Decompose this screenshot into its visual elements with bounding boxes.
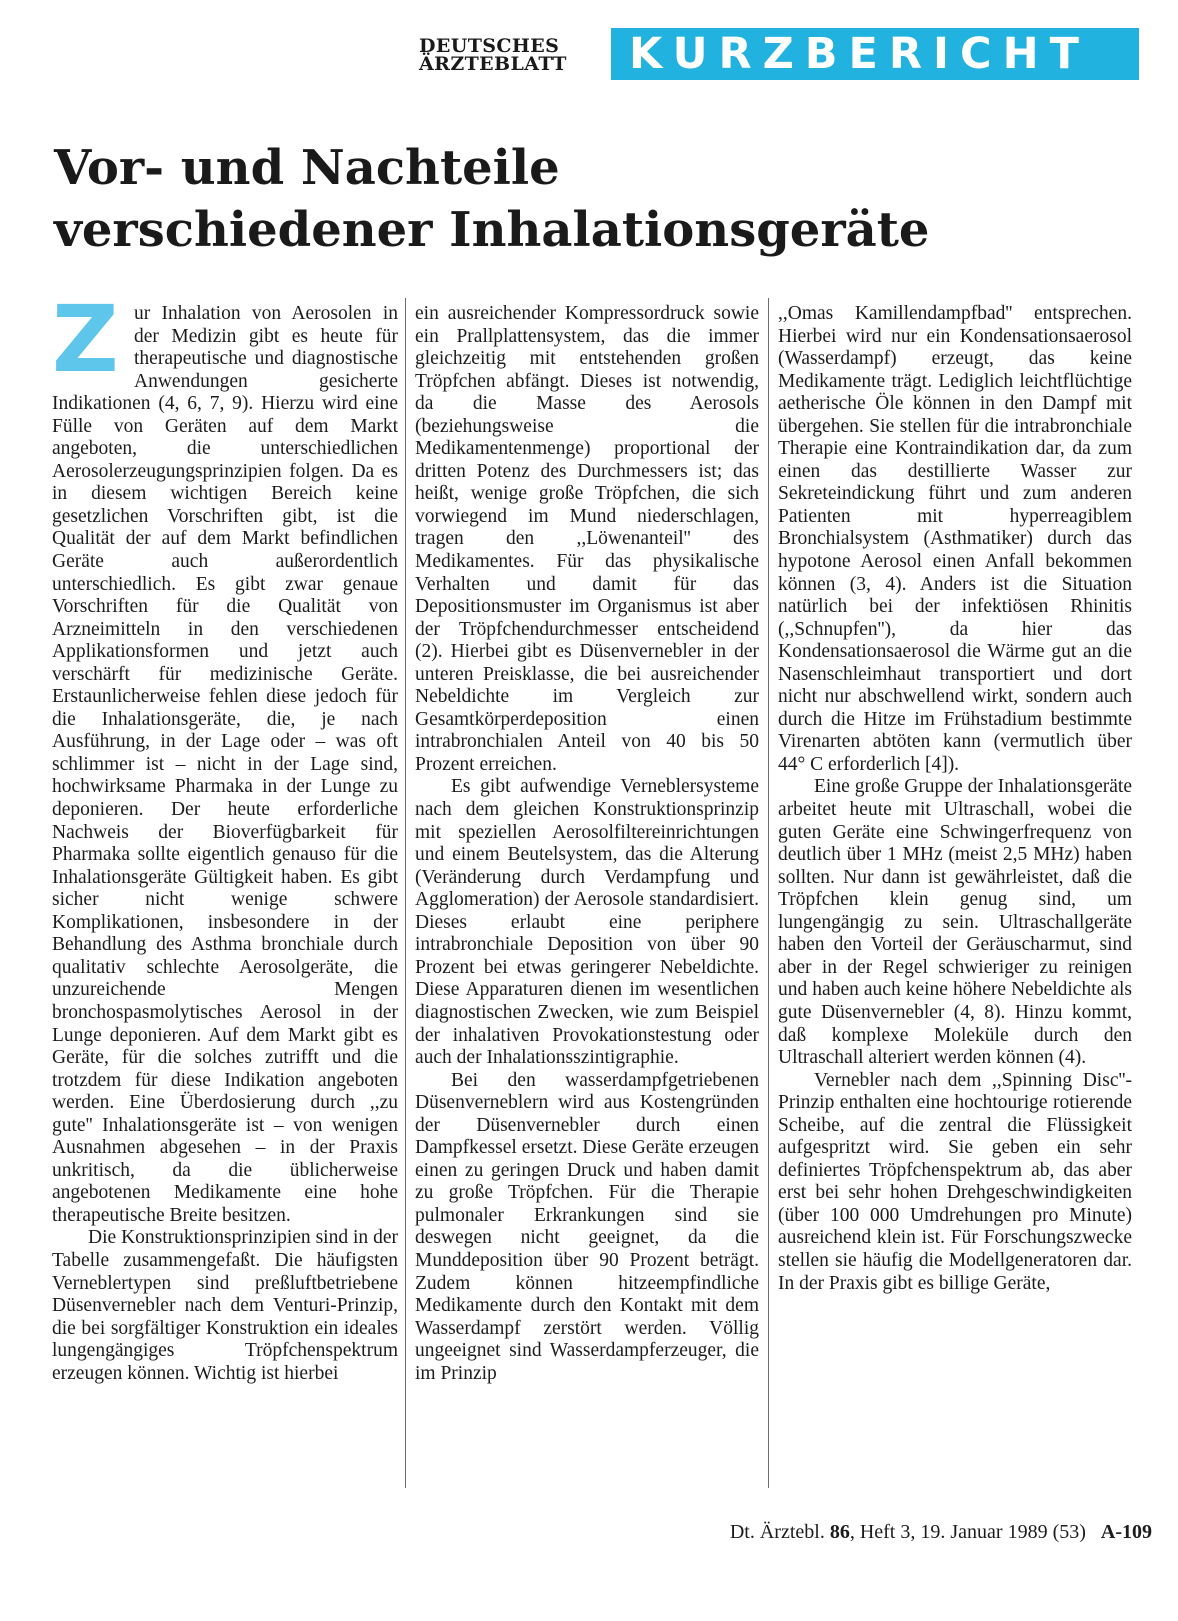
citation-issue: , Heft 3, 19. Januar 1989 (53) bbox=[849, 1521, 1086, 1543]
paragraph: Bei den wasserdampfgetriebenen Düsenverneblern wird aus Kostengründen der Düsenvernebler durch einen Dampfkessel ersetzt. Diese Geräte erzeugen einen zu geringen Druck und haben damit zu große Tröpfchen. Für die Therapie pulmonaler Erkrankungen sind sie deswegen nicht geeignet, da die Munddeposition über 90 Prozent beträgt. Zudem können hitzeempfindliche Medikamente durch den Kontakt mit dem Wasserdampf zerstört werden. Völlig ungeeignet sind Wasserdampferzeuger, die im Prinzip bbox=[415, 1069, 759, 1384]
citation-journal: Dt. Ärztebl. bbox=[729, 1521, 825, 1543]
page-footer bbox=[612, 1520, 1152, 1544]
journal-name-line2: ÄRZTEBLATT bbox=[419, 53, 567, 75]
column-divider bbox=[405, 298, 406, 1488]
text-column-1 bbox=[52, 286, 398, 1385]
journal-logo bbox=[419, 36, 591, 74]
masthead bbox=[419, 29, 1139, 82]
section-rubric: KURZBERICHT bbox=[611, 28, 1139, 80]
paragraph: ,,Omas Kamillendampfbad'' entsprechen. Hierbei wird nur ein Kondensationsaerosol (Wasserdampf) erzeugt, das keine Medikamente trägt. Lediglich leichtflüchtige aetherische Öle können in den Dampf mit übergehen. Sie stellen für die intrabronchiale Therapie eine Kontraindikation dar, da zum einen das destillierte Wasser zur Sekreteindickung führt und zum anderen Patienten mit hyperreagiblem Bronchialsystem (Asthmatiker) durch das hypotone Aerosol einen Anfall bekommen können (3, 4). Anders ist die Situation natürlich bei der infektiösen Rhinitis (,,Schnupfen''), da hier das Kondensationsaerosol die Wärme gut an die Nasenschleimhaut transportiert und dort nicht nur abschwellend wirkt, sondern auch durch die Hitze im Frühstadium bestimmte Virenarten abtöten kann (vermutlich über 44° C erforderlich [4]). bbox=[778, 303, 1132, 775]
column-divider bbox=[768, 298, 769, 1488]
text-column-3 bbox=[778, 303, 1132, 1295]
journal-name-line1: DEUTSCHES bbox=[419, 35, 560, 57]
article-title-line2: verschiedener Inhalationsgeräte bbox=[54, 202, 930, 258]
paragraph: Die Konstruktionsprinzipien sind in der Tabelle zusammengefaßt. Die häufigsten Verneblertypen sind preßluftbetriebene Düsenvernebler nach dem Venturi-Prinzip, die bei sorgfältiger Konstruktion ein ideales lungengängiges Tröpfchenspektrum erzeugen können. Wichtig ist hierbei bbox=[52, 1227, 398, 1384]
drop-cap: Z bbox=[52, 286, 119, 393]
article-title-line1: Vor- und Nachteile bbox=[54, 140, 560, 196]
page-number: A-109 bbox=[1100, 1521, 1152, 1543]
article-title bbox=[54, 137, 1134, 261]
paragraph: Es gibt aufwendige Verneblersysteme nach dem gleichen Konstruktionsprinzip mit speziellen Aerosolfiltereinrichtungen und einem Beutelsystem, das die Alterung (Veränderung durch Verdampfung und Agglomeration) der Aerosole standardisiert. Dieses erlaubt eine periphere intrabronchiale Deposition von über 90 Prozent bei etwas geringerer Nebeldichte. Diese Apparaturen dienen im wesentlichen diagnostischen Zwecken, wie zum Beispiel der inhalativen Provokationstestung oder auch der Inhalationsszintigraphie. bbox=[415, 776, 759, 1069]
paragraph: Vernebler nach dem ,,Spinning Disc''-Prinzip enthalten eine hochtourige rotierende Scheibe, auf die zentral die Flüssigkeit aufgespritzt wird. Sie geben ein sehr definiertes Tröpfchenspektrum ab, das aber erst bei sehr hohen Drehgeschwindigkeiten (über 100 000 Umdrehungen pro Minute) ausreichend klein ist. Für Forschungszwecke stellen sie häufig die Modellgeneratoren dar. In der Praxis gibt es billige Geräte, bbox=[778, 1069, 1132, 1294]
text-column-2 bbox=[415, 303, 759, 1385]
citation-volume: 86 bbox=[829, 1521, 850, 1543]
paragraph: ein ausreichender Kompressordruck sowie ein Prallplattensystem, das die immer gleichzeitig mit entstehenden großen Tröpfchen abfängt. Dieses ist notwendig, da die Masse des Aerosols (beziehungsweise die Medikamentenmenge) proportional der dritten Potenz des Durchmessers ist; das heißt, wenige große Tröpfchen, die sich vorwiegend im Mund niederschlagen, tragen den ,,Löwenanteil'' des Medikamentes. Für das physikalische Verhalten und damit für das Depositionsmuster im Organismus ist aber der Tröpfchendurchmesser entscheidend (2). Hierbei gibt es Düsenvernebler in der unteren Preisklasse, die bei ausreichender Nebeldichte im Vergleich zur Gesamtkörperdeposition einen intrabronchialen Anteil von 40 bis 50 Prozent erreichen. bbox=[415, 303, 759, 775]
paragraph: Eine große Gruppe der Inhalationsgeräte arbeitet heute mit Ultraschall, wobei die guten Geräte eine Schwingerfrequenz von deutlich über 1 MHz (meist 2,5 MHz) haben sollten. Nur dann ist gewährleistet, daß die Tröpfchen klein genug sind, um lungengängig zu sein. Ultraschallgeräte haben den Vorteil der Geräuscharmut, sind aber in der Regel schwieriger zu reinigen und haben auch keine höhere Nebeldichte als gute Düsenvernebler (4, 8). Hinzu kommt, daß komplexe Moleküle durch den Ultraschall alteriert werden können (4). bbox=[778, 776, 1132, 1069]
paragraph: ur Inhalation von Aerosolen in der Medizin gibt es heute für therapeutische und diagnostische Anwendungen gesicherte Indikationen (4, 6, 7, 9). Hierzu wird eine Fülle von Geräten auf dem Markt angeboten, die unterschiedlichen Aerosolerzeugungsprinzipien folgen. Da es in diesem wichtigen Bereich keine gesetzlichen Vorschriften gibt, ist die Qualität der auf dem Markt befindlichen Geräte auch außerordentlich unterschiedlich. Es gibt zwar genaue Vorschriften für die Qualität von Arzneimitteln in den verschiedenen Applikationsformen und jetzt auch verschärft für medizinische Geräte. Erstaunlicherweise fehlen diese jedoch für die Inhalationsgeräte, die, je nach Ausführung, in der Lage oder – was oft schlimmer ist – nicht in der Lage sind, hochwirksame Pharmaka in der Lunge zu deponieren. Der heute erforderliche Nachweis der Bioverfügbarkeit für Pharmaka sollte eigentlich genauso für die Inhalationsgeräte Gültigkeit haben. Es gibt sicher nicht wenige schwere Komplikationen, insbesondere in der Behandlung des Asthma bronchiale durch qualitativ schlechte Aerosolgeräte, die unzureichende Mengen bronchospasmolytisches Aerosol in der Lunge deponieren. Auf dem Markt gibt es Geräte, für die solches zutrifft und die trotzdem für diese Indikation angeboten werden. Eine Überdosierung durch ,,zu gute'' Inhalationsgeräte ist – von wenigen Ausnahmen abgesehen – in der Praxis unkritisch, da die üblicherweise angebotenen Medikamente eine hohe therapeutische Breite besitzen. bbox=[52, 303, 398, 1226]
